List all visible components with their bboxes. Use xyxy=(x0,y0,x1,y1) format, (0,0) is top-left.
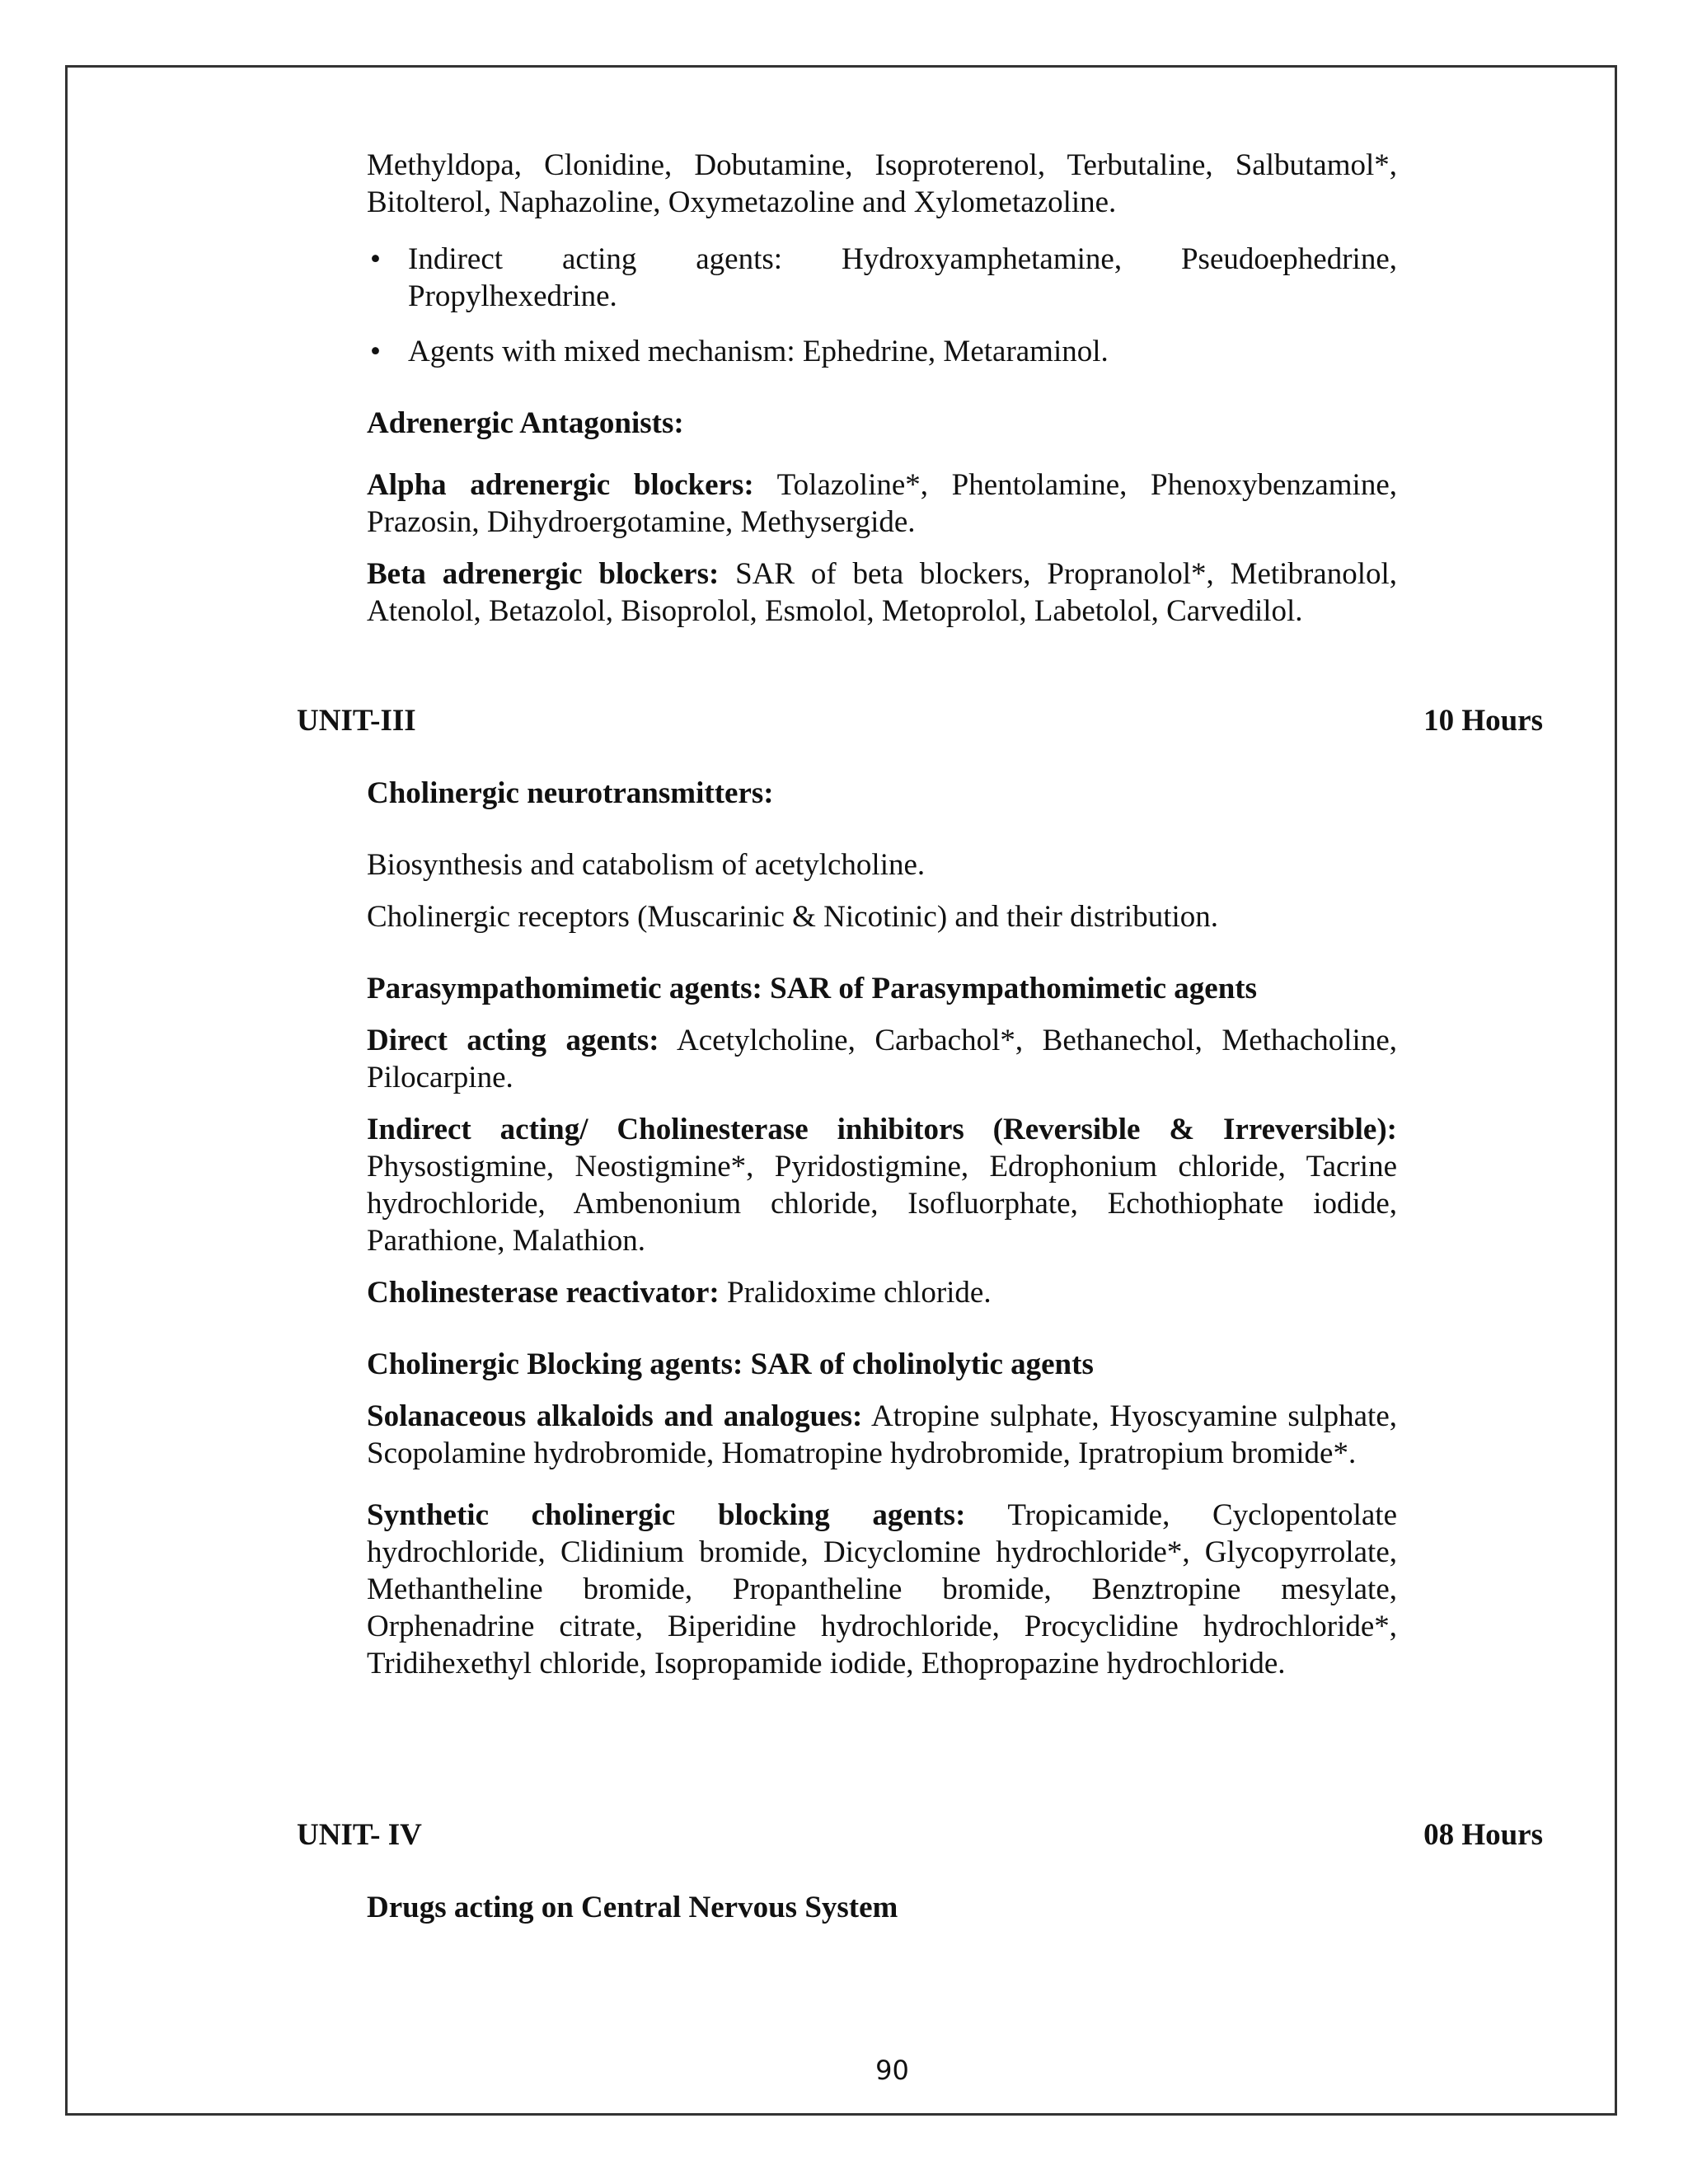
synthetic-blocking-paragraph xyxy=(367,1497,1397,1682)
solanaceous-paragraph xyxy=(367,1398,1397,1472)
receptors-line: Cholinergic receptors (Muscarinic & Nicotinic) and their distribution. xyxy=(367,900,1219,934)
unit-3-header xyxy=(297,702,1543,739)
parasympathomimetic-heading: Parasympathomimetic agents: SAR of Parasympathomimetic agents xyxy=(367,972,1258,1005)
section-adrenergic xyxy=(367,147,1397,630)
list-item xyxy=(367,333,1397,370)
reactivator-label: Cholinesterase reactivator: xyxy=(367,1276,720,1310)
alpha-blockers-text: Tolazoline*, Phentolamine, Phenoxybenzamine, Prazosin, Dihydroergotamine, Methysergide. xyxy=(367,468,1397,539)
unit-4-header xyxy=(297,1816,1543,1854)
synthetic-blocking-text: Tropicamide, Cyclopentolate hydrochloride, Clidinium bromide, Dicyclomine hydrochloride*, Glycopyrrolate, Methantheline bromide, Propantheline bromide, Benztropine mesylate, Orphenadrine citrate, Biperidine hydrochloride, Procyclidine hydrochloride*, Tridihexethyl chloride, Isopropamide iodide, Ethopropazine hydrochloride. xyxy=(367,1498,1397,1680)
section-unit-3 xyxy=(367,775,1397,1682)
list-item xyxy=(367,241,1397,315)
page-number: 90 xyxy=(875,2055,909,2086)
bullet-text: Indirect acting agents: Hydroxyamphetamine, Pseudoephedrine, Propylhexedrine. xyxy=(408,242,1397,313)
agonist-bullet-list xyxy=(367,241,1397,370)
bullet-icon: • xyxy=(370,242,381,276)
unit-3-title: UNIT-III xyxy=(297,704,416,738)
cholinergic-blocking-heading: Cholinergic Blocking agents: SAR of cholinolytic agents xyxy=(367,1347,1094,1381)
bullet-icon: • xyxy=(370,335,381,368)
indirect-acting-label: Indirect acting/ Cholinesterase inhibitors (Reversible & Irreversible): xyxy=(367,1113,1397,1146)
unit-4-hours: 08 Hours xyxy=(1423,1818,1543,1852)
synthetic-blocking-label: Synthetic cholinergic blocking agents: xyxy=(367,1498,966,1532)
direct-acting-text: Acetylcholine, Carbachol*, Bethanechol, Methacholine, Pilocarpine. xyxy=(367,1024,1397,1094)
beta-blockers-label: Beta adrenergic blockers: xyxy=(367,557,720,591)
indirect-acting-text: Physostigmine, Neostigmine*, Pyridostigmine, Edrophonium chloride, Tacrine hydrochloride, Ambenonium chloride, Isofluorphate, Echothiophate iodide, Parathione, Malathion. xyxy=(367,1150,1397,1258)
reactivator-text: Pralidoxime chloride. xyxy=(719,1276,992,1310)
bullet-text: Agents with mixed mechanism: Ephedrine, Metaraminol. xyxy=(408,335,1109,368)
agonist-continuation-text: Methyldopa, Clonidine, Dobutamine, Isoproterenol, Terbutaline, Salbutamol*, Bitolterol, Naphazoline, Oxymetazoline and Xylometazoline. xyxy=(367,148,1397,219)
direct-acting-label: Direct acting agents: xyxy=(367,1024,659,1057)
unit-4-title: UNIT- IV xyxy=(297,1818,422,1852)
antagonists-heading: Adrenergic Antagonists: xyxy=(367,406,684,440)
section-unit-4 xyxy=(367,1889,1397,1926)
cholinergic-neurotransmitters-heading: Cholinergic neurotransmitters: xyxy=(367,776,774,810)
indirect-acting-paragraph xyxy=(367,1111,1397,1259)
direct-acting-paragraph xyxy=(367,1022,1397,1096)
biosynthesis-line: Biosynthesis and catabolism of acetylcholine. xyxy=(367,848,926,882)
solanaceous-label: Solanaceous alkaloids and analogues: xyxy=(367,1399,863,1433)
reactivator-paragraph xyxy=(367,1274,1397,1311)
solanaceous-text: Atropine sulphate, Hyoscyamine sulphate, Scopolamine hydrobromide, Homatropine hydrobromide, Ipratropium bromide*. xyxy=(367,1399,1397,1470)
alpha-blockers-paragraph xyxy=(367,466,1397,541)
unit-3-hours: 10 Hours xyxy=(1423,704,1543,738)
beta-blockers-paragraph xyxy=(367,555,1397,630)
cns-drugs-heading: Drugs acting on Central Nervous System xyxy=(367,1891,898,1924)
beta-blockers-text: SAR of beta blockers, Propranolol*, Metibranolol, Atenolol, Betazolol, Bisoprolol, Esmolol, Metoprolol, Labetolol, Carvedilol. xyxy=(367,557,1398,628)
alpha-blockers-label: Alpha adrenergic blockers: xyxy=(367,468,754,502)
